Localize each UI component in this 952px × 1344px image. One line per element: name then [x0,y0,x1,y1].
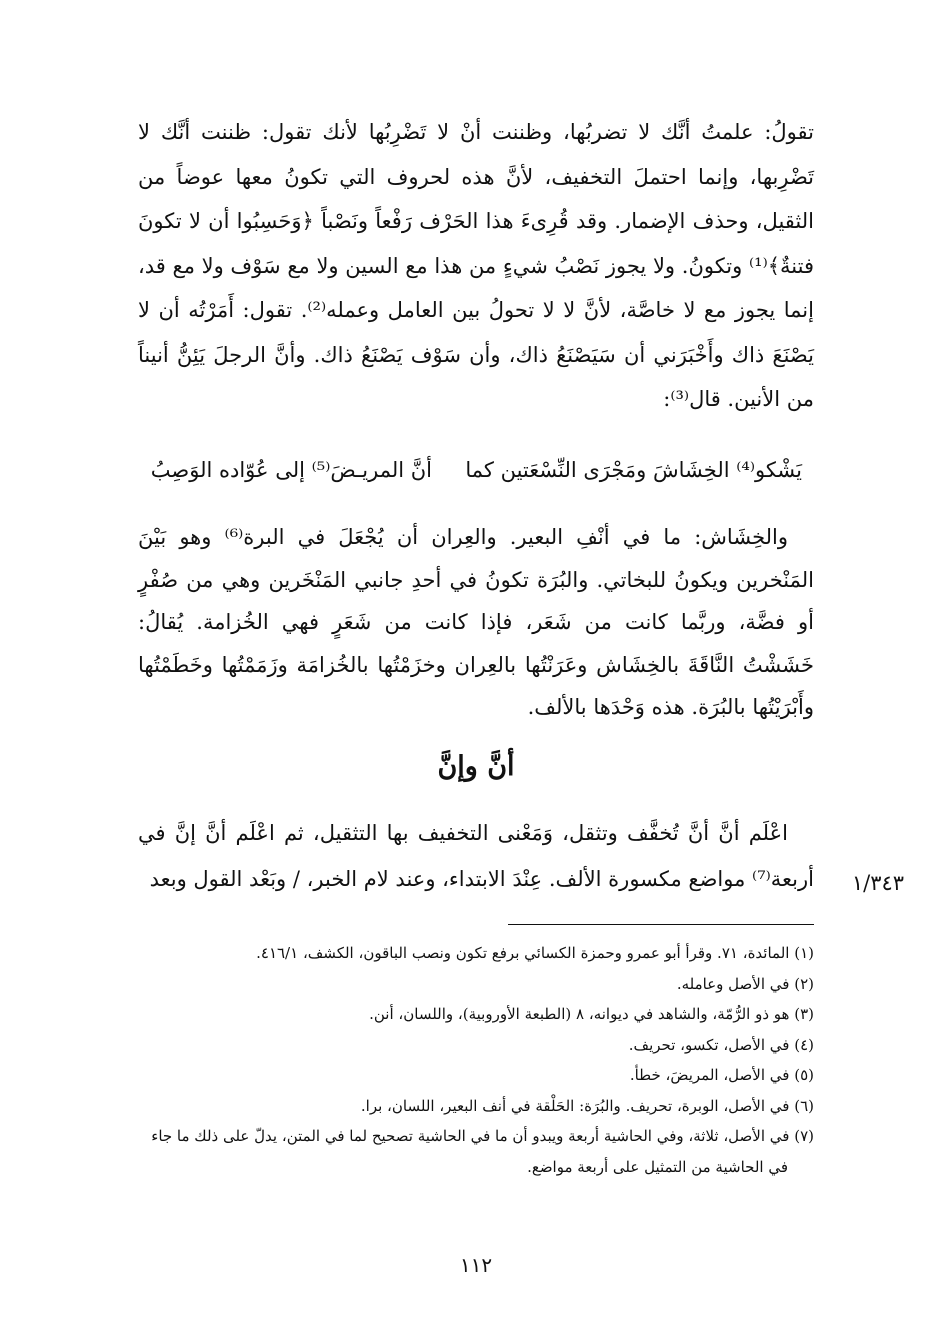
footnote-7: (٧) في الأصل، ثلاثة، وفي الحاشية أربعة ويبدو أن ما في الحاشية تصحيح لما في المتن، يدلّ على ذلك ما جاء [151,1127,814,1145]
main-text-block-2 [138,516,814,729]
footnote-3: (٣) هو ذو الرُّمّة، والشاهد في ديوانه، ٨ (الطبعة الأوروبية)، واللسان، أنن. [369,1005,814,1023]
footnotes [136,938,816,1182]
main-text-block-1 [138,110,814,422]
section-title: أنَّ وإنَّ [437,751,515,782]
poetry-verse [142,448,802,492]
margin-manuscript-reference: ١/٣٤٣ [851,871,905,895]
footnote-1: (١) المائدة، ٧١. وقرأ أبو عمرو وحمزة الكسائي برفع تكون ونصب الباقون، الكشف، ٤١٦/١. [256,944,814,962]
footnote-4: (٤) في الأصل، تكسو، تحريف. [628,1035,814,1054]
footnote-2: (٢) في الأصل وعامله. [676,974,814,993]
verse-second-hemistich: أنَّ المريـضَ⁽⁵⁾ إلى عُوّاده الوَصِبُ [150,458,432,482]
main-text-block-3 [138,810,814,902]
paragraph-3: اعْلَم أنَّ أنَّ تُخفَّف وتثقل، وَمَعْنى التخفيف بها التثقيل، ثم اعْلَم أنَّ إنَّ في أربعة⁽⁷⁾ مواضع مكسورة الألف. عِنْدَ الابتداء، وعند لام الخبر، / وبَعْد القول وبعد [138,821,814,891]
footnote-5: (٥) في الأصل، المريضَ، خطأ. [629,1066,814,1084]
verse-first-hemistich: يَشْكو⁽⁴⁾ الخِشَاشَ ومَجْرَى النِّسْعَتين كما [465,458,802,482]
paragraph-1: تقولُ: علمتُ أنَّك لا تضربُها، وظننت أنْ لا تَضْرِبُها لأنك تقول: ظننت أنَّك لا تَضْرِبها، وإنما احتملَ التخفيف، لأنَّ هذه لحروف التي تكونُ معها عوضاً من الثقيل، وحذف الإضمار. وقد قُرِىءَ هذا الحَرْف رَفْعاً ونَصْباً ﴿وَحَسِبُوا أن لا تكونَ فتنةٌ﴾⁽¹⁾ وتكونُ. ولا يجوز نَصْبُ شيءٍ من هذا مع السين ولا مع سَوْف ولا مع قد، إنما يجوز مع لا خاصَّة، لأنَّ لا لا تحولُ بين العامل وعمله⁽²⁾. تقول: أَمَرْتُه أن لا يَصْنَعَ ذاك وأَخْبَرَني أن سَيَصْنَعُ ذاك، وأن سَوْف يَصْنَعُ ذاك. وأنَّ الرجلَ يَئِنُّ أنيناً من الأنين. قال⁽³⁾: [138,120,814,411]
page-number: ١١٢ [459,1253,493,1277]
paragraph-2: والخِشَاش: ما في أنْفِ البعير. والعِران أن يُجْعَلَ في البرة⁽⁶⁾ وهو بَيْنَ المَنْخرين ويكونُ للبخاتي. والبُرَة تكونُ في أحدِ جانبي المَنْخَرين وهي من صُفْرٍ أو فضَّة، وربَّما كانت من شَعَر، فإذا كانت من شَعَرٍ فهي الخُزامة. يُقالُ: خَشَشْتُ النَّاقَةَ بالخِشَاش وعَرَنْتُها بالعِران وخزَمْتُها بالخُزامَة وزَمَمْتُها وخَطَمْتُها وأَبْرَيْتُها بالبُرَة. هذه وَحْدَها بالألف. [138,525,814,719]
footnote-6: (٦) في الأصل، الوبرة، تحريف. والبُرَة: الحَلْقة في أنف البعير، اللسان، برا. [360,1096,814,1115]
footnote-7-continuation: في الحاشية من التمثيل على أربعة مواضع. [527,1157,788,1176]
footnote-separator-line [508,924,814,925]
